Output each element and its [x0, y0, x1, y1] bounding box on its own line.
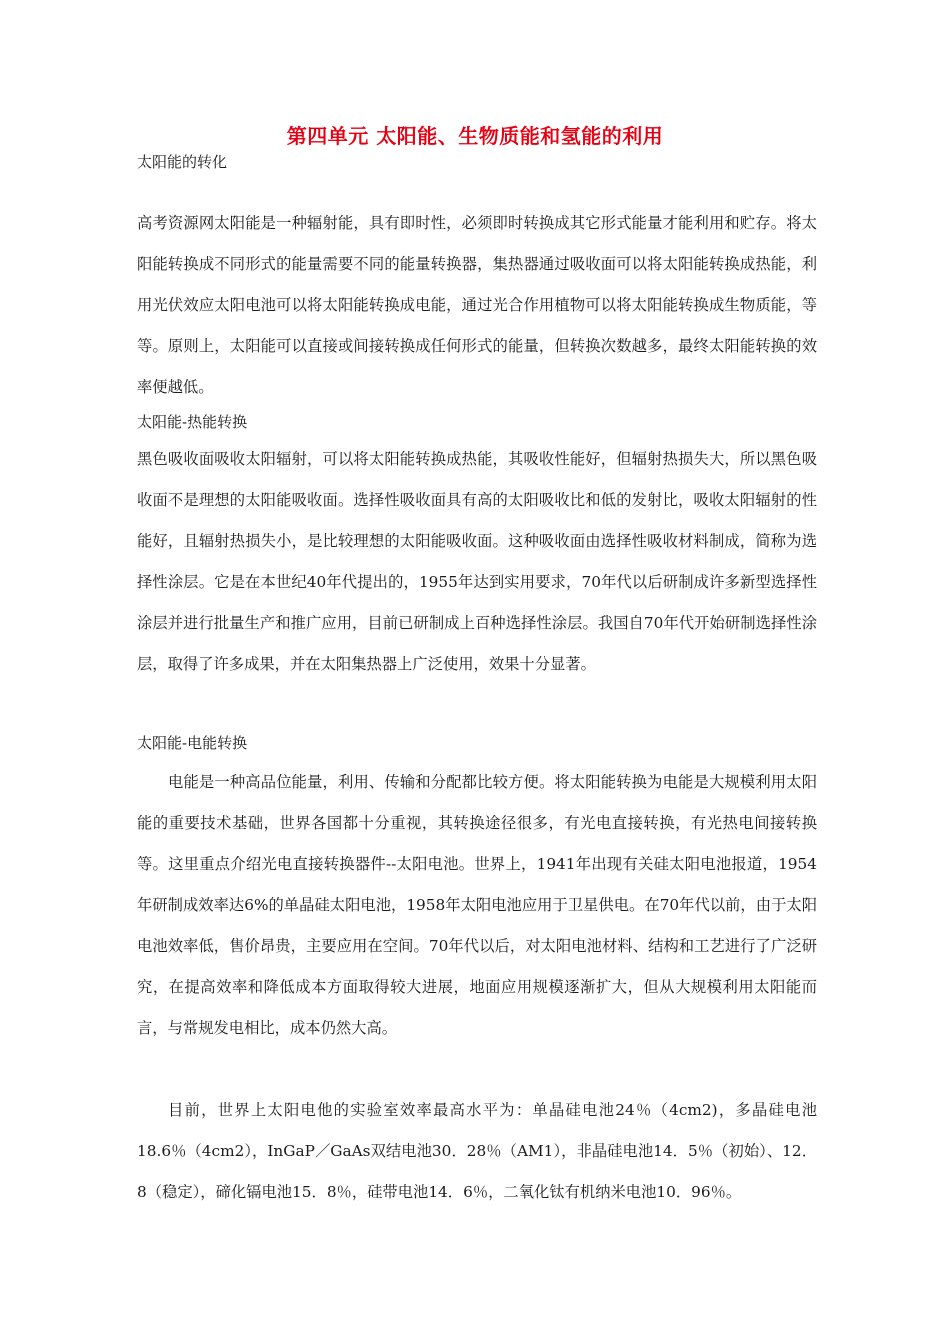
- section-heading-solar-thermal: 太阳能-热能转换: [137, 413, 248, 431]
- section-heading-solar-electric: 太阳能-电能转换: [137, 734, 248, 752]
- section-heading-solar-conversion: 太阳能的转化: [137, 153, 228, 171]
- paragraph-solar-conversion: 高考资源网太阳能是一种辐射能，具有即时性，必须即时转换成其它形式能量才能利用和贮存。将太阳能转换成不同形式的能量需要不同的能量转换器，集热器通过吸收面可以将太阳能转换成热能，利用光伏效应太阳电池可以将太阳能转换成电能，通过光合作用植物可以将太阳能转换成生物质能，等等。原则上，太阳能可以直接或间接转换成任何形式的能量，但转换次数越多，最终太阳能转换的效率便越低。: [137, 214, 817, 396]
- document-title: 第四单元 太阳能、生物质能和氢能的利用: [286, 124, 664, 148]
- paragraph-solar-electric-2: 目前，世界上太阳电他的实验室效率最高水平为：单晶硅电池24％（4cm2)，多晶硅电池18.6％（4cm2），InGaP／GaAs双结电池30．28％（AM1），非晶硅电池14．5％（初始）、12．8（稳定），碲化镉电池15．8％，硅带电池14．6％，二氧化钛有机纳米电池10．96％。: [137, 1101, 817, 1201]
- paragraph-solar-electric-1: 电能是一种高品位能量，利用、传输和分配都比较方便。将太阳能转换为电能是大规模利用太阳能的重要技术基础，世界各国都十分重视，其转换途径很多，有光电直接转换，有光热电间接转换等。这里重点介绍光电直接转换器件--太阳电池。世界上，1941年出现有关硅太阳电池报道，1954年研制成效率达6%的单晶硅太阳电池，1958年太阳电池应用于卫星供电。在70年代以前，由于太阳电池效率低，售价昂贵，主要应用在空间。70年代以后，对太阳电池材料、结构和工艺进行了广泛研究，在提高效率和降低成本方面取得较大进展，地面应用规模逐渐扩大，但从大规模利用太阳能而言，与常规发电相比，成本仍然大高。: [137, 773, 817, 1037]
- paragraph-solar-thermal: 黑色吸收面吸收太阳辐射，可以将太阳能转换成热能，其吸收性能好，但辐射热损失大，所以黑色吸收面不是理想的太阳能吸收面。选择性吸收面具有高的太阳吸收比和低的发射比，吸收太阳辐射的性能好，且辐射热损失小，是比较理想的太阳能吸收面。这种吸收面由选择性吸收材料制成，简称为选择性涂层。它是在本世纪40年代提出的，1955年达到实用要求，70年代以后研制成许多新型选择性涂层并进行批量生产和推广应用，目前已研制成上百种选择性涂层。我国自70年代开始研制选择性涂层，取得了许多成果，并在太阳集热器上广泛使用，效果十分显著。: [137, 450, 817, 673]
